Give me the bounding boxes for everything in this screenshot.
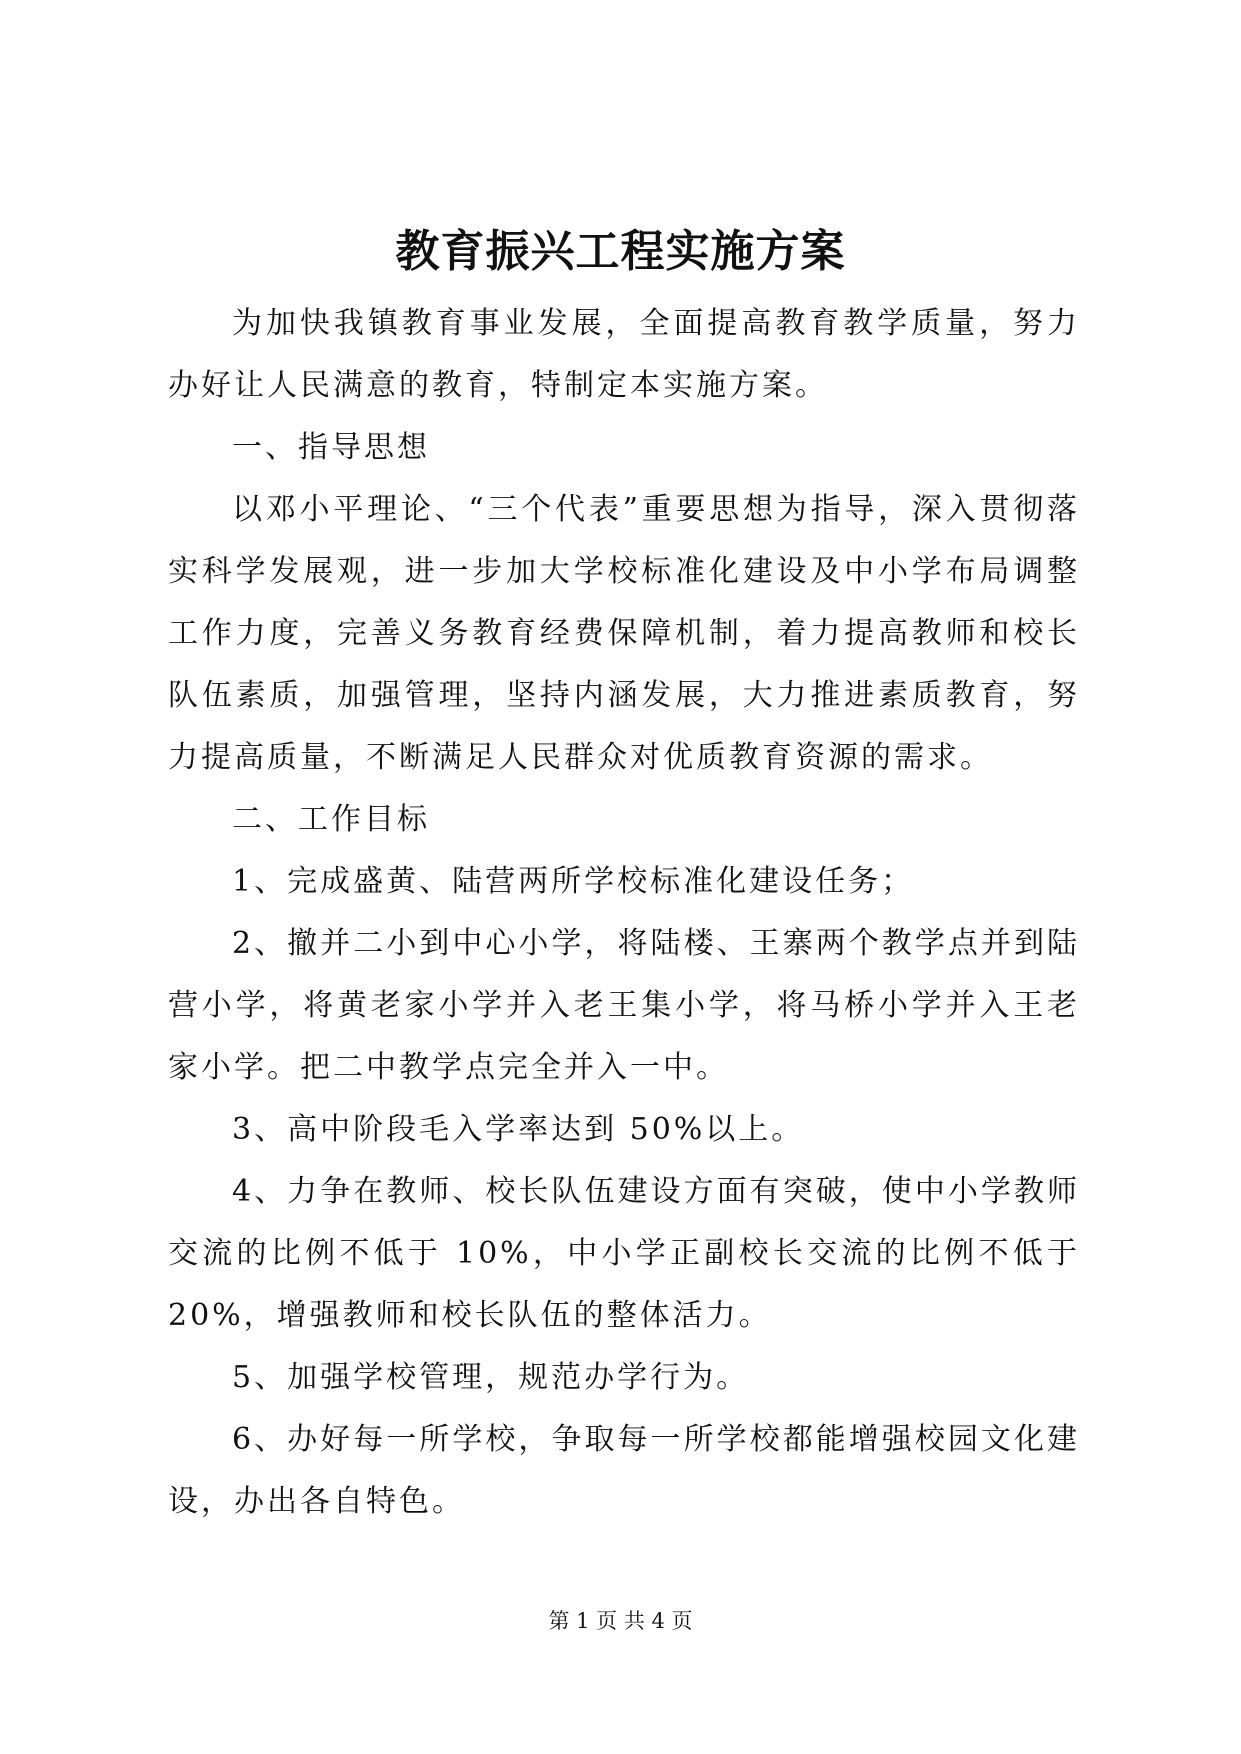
intro-paragraph: 为加快我镇教育事业发展，全面提高教育教学质量，努力办好让人民满意的教育，特制定本实施方案。 [168,306,1080,403]
guiding-ideology-paragraph: 以邓小平理论、“三个代表”重要思想为指导，深入贯彻落实科学发展观，进一步加大学校标准化建设及中小学布局调整工作力度，完善义务教育经费保障机制，着力提高教师和校长队伍素质，加强管理，坚持内涵发展，大力推进素质教育，努力提高质量，不断满足人民群众对优质教育资源的需求。 [168,492,1080,775]
section-heading-work-goals: 二、工作目标 [232,802,430,837]
goal-item-1: 1、完成盛黄、陆营两所学校标准化建设任务； [232,864,915,899]
section-heading-guiding-ideology: 一、指导思想 [232,430,430,465]
goal-item-2: 2、撤并二小到中心小学，将陆楼、王寨两个教学点并到陆营小学，将黄老家小学并入老王集小学，将马桥小学并入王老家小学。把二中教学点完全并入一中。 [168,926,1080,1085]
goal-item-5: 5、加强学校管理，规范办学行为。 [232,1360,750,1395]
goal-item-4: 4、力争在教师、校长队伍建设方面有突破，使中小学教师交流的比例不低于 10%，中小学正副校长交流的比例不低于 20%，增强教师和校长队伍的整体活力。 [168,1174,1080,1333]
document-body [168,293,1080,1533]
page-footer: 第 1 页 共 4 页 [548,1609,693,1633]
goal-item-3: 3、高中阶段毛入学率达到 50%以上。 [232,1112,805,1147]
document-title: 教育振兴工程实施方案 [395,226,846,277]
goal-item-6: 6、办好每一所学校，争取每一所学校都能增强校园文化建设，办出各自特色。 [168,1422,1080,1519]
